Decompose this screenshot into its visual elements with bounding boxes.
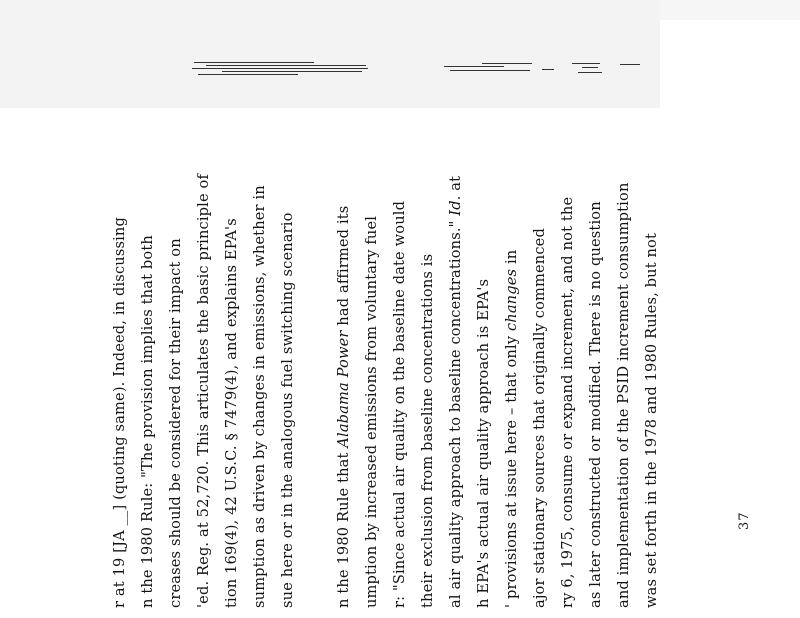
text-line: al air quality approach to baseline concentrations." Id. at <box>447 175 464 608</box>
text-line: ajor stationary sources that originally commenced <box>531 228 548 608</box>
text-line: was set forth in the 1978 and 1980 Rules, but not <box>643 232 660 608</box>
text-line: and implementation of the PSID increment consumption <box>615 182 632 608</box>
text-line: n the 1980 Rule that Alabama Power had affirmed its <box>335 205 352 608</box>
text-line: h EPA's actual air quality approach is EPA's <box>475 278 492 608</box>
text-line: as later constructed or modified. There is no question <box>587 201 604 608</box>
text-line: ry 6, 1975, consume or expand increment, and not the <box>559 196 576 608</box>
case-name-italic: Alabama Power <box>335 330 352 448</box>
text-line: r: "Since actual air quality on the baseline date would <box>391 200 408 608</box>
citation-italic: Id. <box>447 195 464 216</box>
text-line: n the 1980 Rule: "The provision implies that both <box>139 235 156 608</box>
text-line: sumption as driven by changes in emissions, whether in <box>251 185 268 608</box>
page-number: 37 <box>737 511 752 530</box>
text-line: creases should be considered for their impact on <box>167 238 184 608</box>
text-line: ' provisions at issue here – that only changes in <box>503 249 520 608</box>
text-line: 'ed. Reg. at 52,720. This articulates the basic principle of <box>195 173 212 608</box>
text-line: tion 169(4), 42 U.S.C. § 7479(4), and explains EPA's <box>223 218 240 608</box>
text-line: their exclusion from baseline concentrations is <box>419 253 436 608</box>
text-line: umption by increased emissions from voluntary fuel <box>363 215 380 608</box>
text-line: sue here or in the analogous fuel switching scenario <box>279 212 296 608</box>
text-line: r at 19 [JA __] (quoting same). Indeed, in discussing <box>111 217 128 608</box>
emphasis-italic: changes <box>503 268 520 332</box>
